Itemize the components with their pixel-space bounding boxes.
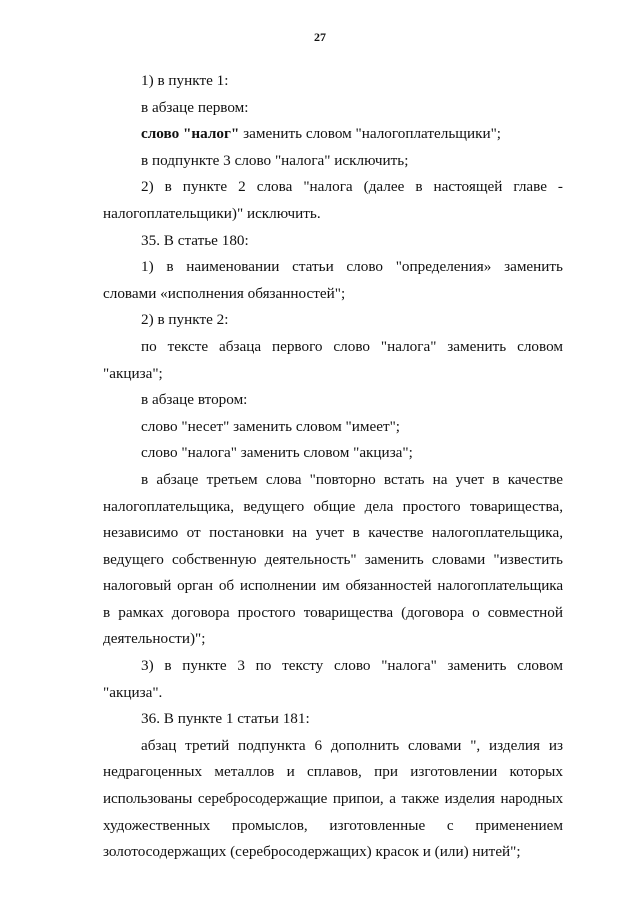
- paragraph-line: в рамках договора простого товарищества (договора о совместной: [103, 603, 563, 621]
- paragraph-line: ведущего собственную деятельность" заменить словами "известить: [103, 550, 563, 568]
- paragraph-line: налогоплательщики)" исключить.: [103, 204, 321, 222]
- paragraph: в подпункте 3 слово "налога" исключить;: [141, 151, 409, 169]
- paragraph-line: золотосодержащих (сереброcодержащих) красок и (или) нитей";: [103, 843, 521, 861]
- paragraph: 3) в пункте 3 по тексту слово "налога" заменить словом "акциза".: [103, 657, 563, 701]
- paragraph-bold-lead: слово "налог": [141, 125, 240, 143]
- paragraph: в абзаце первом:: [141, 98, 249, 116]
- paragraph: в абзаце втором:: [141, 391, 248, 409]
- paragraph: [103, 121, 563, 148]
- document-body: [103, 68, 563, 866]
- paragraph-line: по тексте абзаца первого слово "налога" заменить словом: [141, 337, 563, 355]
- paragraph-line: словами «исполнения обязанностей";: [103, 284, 346, 302]
- paragraph-line: 1) в наименовании статьи слово "определения» заменить: [141, 258, 563, 276]
- paragraph-line: в абзаце третьем слова "повторно встать на учет в качестве: [141, 470, 563, 488]
- paragraph-line: налоговый орган об исполнении им обязанностей налогоплательщика: [103, 577, 563, 595]
- paragraph: 35. В статье 180:: [141, 231, 249, 249]
- paragraph-line: независимо от постановки на учет в качестве налогоплательщика,: [103, 524, 563, 542]
- paragraph: слово "несет" заменить словом "имеет";: [141, 417, 400, 435]
- paragraph-rest: заменить словом "налогоплательщики";: [239, 125, 502, 143]
- paragraph-line: использованы серебросодержащие припои, а также изделия народных: [103, 790, 563, 808]
- paragraph: 2) в пункте 2:: [141, 311, 229, 329]
- paragraph-line: абзац третий подпункта 6 дополнить словами ", изделия из: [141, 736, 563, 754]
- paragraph-line: налогоплательщика, ведущего общие дела простого товарищества,: [103, 497, 563, 515]
- paragraph-line: деятельности)";: [103, 630, 206, 648]
- paragraph-line: 2) в пункте 2 слова "налога (далее в настоящей главе -: [141, 178, 563, 196]
- paragraph: 36. В пункте 1 статьи 181:: [141, 710, 310, 728]
- paragraph-line: художественных промыслов, изготовленные с применением: [103, 816, 563, 834]
- paragraph-line: "акциза";: [103, 364, 163, 382]
- paragraph: 1) в пункте 1:: [141, 72, 229, 89]
- page-number: 27: [314, 30, 326, 44]
- paragraph: слово "налога" заменить словом "акциза";: [141, 444, 413, 462]
- paragraph-line: недрагоценных металлов и сплавов, при изготовлении которых: [103, 763, 563, 781]
